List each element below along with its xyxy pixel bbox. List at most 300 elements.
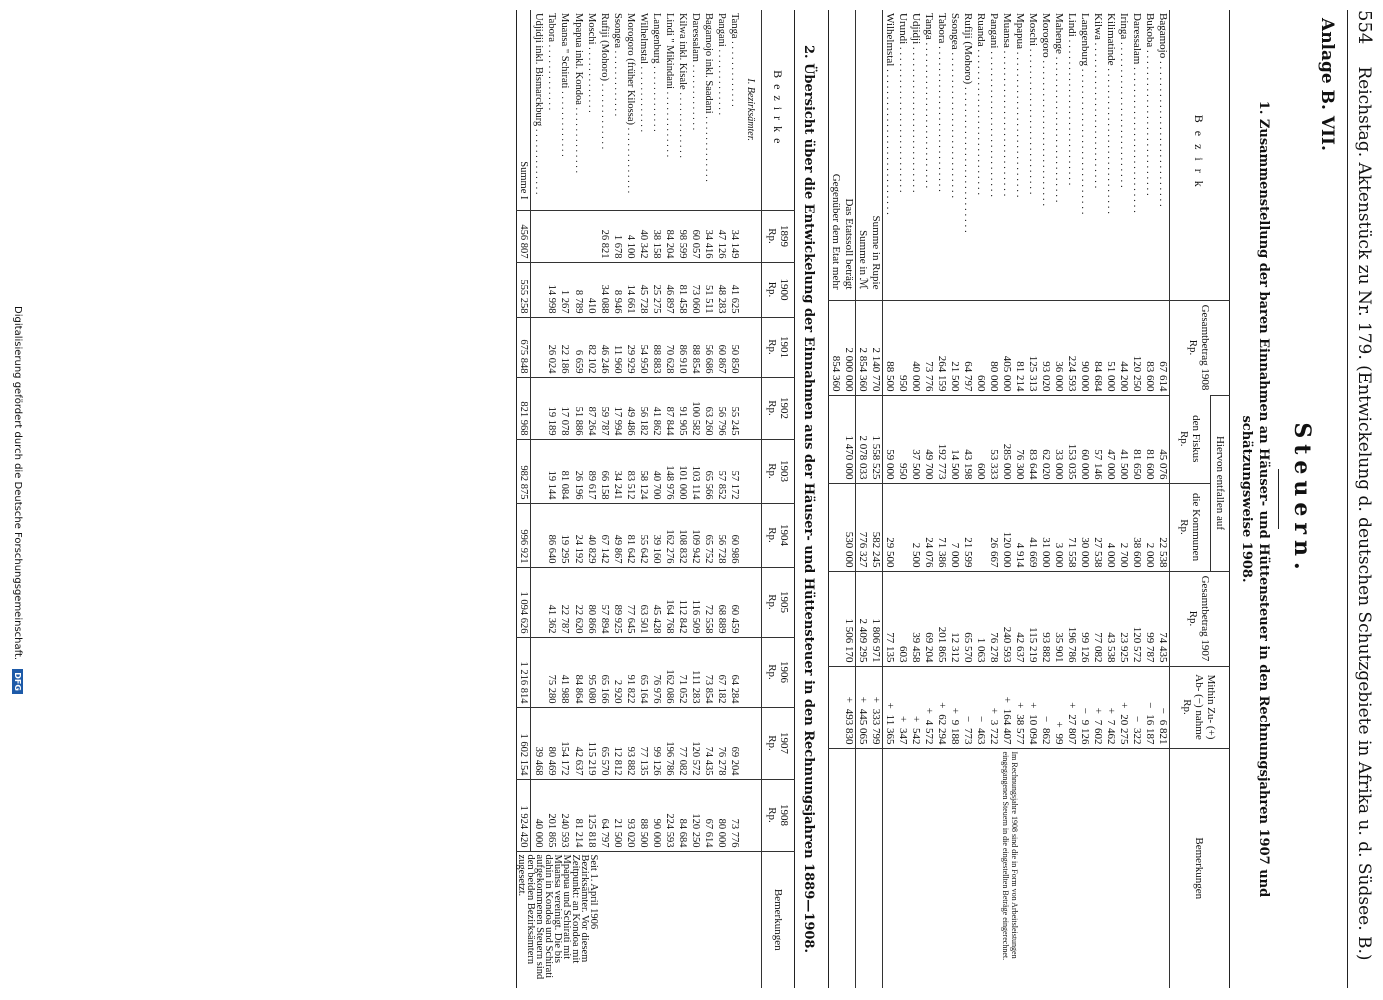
cell-diff: +164 407 — [1000, 666, 1013, 748]
cell-year-1904: 24 192 — [571, 503, 584, 567]
cell-fiskus: 83 644 — [1026, 395, 1039, 483]
diff-sign: + — [1053, 721, 1065, 728]
diff-sign: − — [962, 716, 974, 723]
col-bezirke: Bezirke — [762, 10, 795, 210]
cell-year-1907: 69 204 — [728, 707, 741, 779]
cell-year-1900: 34 088 — [598, 262, 611, 317]
bezirk-name: Pangani . . . . . . . . . . . . . . . . . . . . . . . . . . . — [988, 13, 1000, 197]
cell-total1908: 600 — [974, 300, 987, 395]
source-line: Reichstag. Aktenstück zu Nr. 179. (Entwickelung d. deutschen Schutzgebiete in Afrika u. d. Südsee. B.) — [1354, 66, 1374, 961]
cell-year-1903: 148 976 — [663, 439, 676, 503]
col-year-1903: 1903 Rp. — [762, 439, 795, 503]
bezirk-name: Ruanda . . . . . . . . . . . . . . . . . . . . . . . . . . . — [975, 13, 987, 196]
cell-year-1905: 72 558 — [702, 567, 715, 637]
cell-diff: +333 799 — [869, 666, 883, 748]
bezirk-name: Wilhelmstal . . . . . . . . . . . . . — [638, 13, 649, 133]
cell-fiskus: 60 000 — [1078, 395, 1091, 483]
cell-year-1901: 6 659 — [571, 317, 584, 377]
cell-year-1901: 88 854 — [689, 317, 702, 377]
cell-year-1907: 80 469 — [545, 707, 558, 779]
cell-diff: −862 — [1039, 666, 1052, 748]
cell-year-1908: 1 924 420 — [517, 779, 531, 851]
cell-year-1901: 70 628 — [663, 317, 676, 377]
cell-year-1907: 65 570 — [598, 707, 611, 779]
diff-sign: + — [936, 702, 948, 709]
cell-year-1906: 67 182 — [715, 637, 728, 707]
cell-total1907: 43 538 — [1104, 571, 1117, 666]
cell-total1907: 1 506 170 — [842, 571, 856, 666]
table-row — [611, 10, 624, 988]
cell-year-1899: 1 678 — [611, 210, 624, 262]
diff-sign: + — [843, 696, 855, 703]
bezirk-name: Urundi . . . . . . . . . . . . . . . . . . . . . . . . . . . — [897, 13, 909, 193]
cell-year-1907: 99 126 — [650, 707, 663, 779]
table-row — [558, 10, 571, 988]
cell-year-1904: 39 160 — [650, 503, 663, 567]
cell-year-1906: 65 166 — [598, 637, 611, 707]
cell-year-1899: 40 342 — [637, 210, 650, 262]
bezirk-name: Tanga . . . . . . . . . . . . . — [729, 13, 740, 107]
diff-sign: + — [897, 716, 909, 723]
cell-year-1908: 64 797 — [598, 779, 611, 851]
cell-total1908: 2 854 360 — [856, 300, 870, 395]
cell-year-1908: 81 214 — [571, 779, 584, 851]
cell-year-1901: 29 929 — [624, 317, 637, 377]
col-year-1899: 1899 Rp. — [762, 210, 795, 262]
cell-year-1906: 1 216 814 — [517, 637, 531, 707]
cell-kommunen: 27 538 — [1091, 483, 1104, 571]
bezirk-name: Udjidji . . . . . . . . . . . . . . . . . . . . . . . . . . . — [910, 13, 922, 193]
cell-year-1903: 103 114 — [689, 439, 702, 503]
diff-sign: − — [1131, 716, 1143, 723]
cell-total1907: 42 637 — [1013, 571, 1026, 666]
tax-table-1907-1908 — [828, 10, 1230, 988]
cell-year-1908: 120 250 — [689, 779, 702, 851]
cell-year-1903: 58 124 — [637, 439, 650, 503]
diff-sign: + — [1027, 702, 1039, 709]
cell-fiskus: 45 076 — [1156, 395, 1170, 483]
sum-row-total — [517, 10, 531, 988]
cell-year-1905: 89 925 — [611, 567, 624, 637]
cell-year-1906: 76 976 — [650, 637, 663, 707]
cell-diff: +347 — [896, 666, 909, 748]
cell-year-1903: 57 852 — [715, 439, 728, 503]
cell-year-1907: 93 882 — [624, 707, 637, 779]
cell-year-1902: 17 994 — [611, 377, 624, 439]
remark-1908: Im Rechnungsjahre 1908 sind die in Form von Arbeitsleistungen eingegangenen Steuern in die eingestellten Beträge eingerechnet. — [883, 748, 1170, 988]
cell-year-1905: 68 889 — [715, 567, 728, 637]
cell-year-1904: 67 142 — [598, 503, 611, 567]
cell-kommunen: 71 558 — [1065, 483, 1078, 571]
sum-label: Das Etatssoll beträgt — [842, 10, 856, 300]
col-year-1900: 1900 Rp. — [762, 262, 795, 317]
cell-year-1905: 1 094 626 — [517, 567, 531, 637]
cell-year-1907: 115 219 — [585, 707, 598, 779]
cell-fiskus: 43 198 — [961, 395, 974, 483]
cell-year-1899: 98 599 — [676, 210, 689, 262]
cell-year-1903: 89 617 — [585, 439, 598, 503]
cell-total1907: 99 787 — [1143, 571, 1156, 666]
cell-diff: +62 294 — [935, 666, 948, 748]
bezirk-name: Ssongea . . . . . . . . . . . . . — [612, 13, 623, 117]
bezirk-name: Rufiji (Mohoro) . . . . . . . . . . . . . . . . . . . . . . . . . . . — [962, 13, 974, 233]
cell-year-1904: 65 752 — [702, 503, 715, 567]
cell-year-1905 — [531, 567, 545, 637]
col-gesamt-1907: Gesamtbetrag 1907 Rp. — [1170, 571, 1230, 666]
bezirk-name: Moschi . . . . . . . . . . . . . . . . . . . . . . . . . . . — [1027, 13, 1039, 195]
cell-year-1903: 982 875 — [517, 439, 531, 503]
cell-year-1905: 80 866 — [585, 567, 598, 637]
cell-year-1902: 821 968 — [517, 377, 531, 439]
cell-year-1900 — [531, 262, 545, 317]
cell-kommunen — [896, 483, 909, 571]
cell-year-1900: 410 — [585, 262, 598, 317]
cell-total1907: 74 435 — [1156, 571, 1170, 666]
cell-year-1901: 60 867 — [715, 317, 728, 377]
cell-fiskus: 81 600 — [1143, 395, 1156, 483]
cell-year-1907: 74 435 — [702, 707, 715, 779]
cell-kommunen: 2 700 — [1117, 483, 1130, 571]
cell-fiskus: 41 500 — [1117, 395, 1130, 483]
cell-year-1905: 22 620 — [571, 567, 584, 637]
cell-year-1902: 19 189 — [545, 377, 558, 439]
bezirk-name: Muansa " Schirati . . . . . . . . . . . . . — [559, 13, 571, 157]
cell-fiskus: 47 000 — [1104, 395, 1117, 483]
cell-year-1901: 54 950 — [637, 317, 650, 377]
cell-year-1900: 8 789 — [571, 262, 584, 317]
cell-fiskus: 2 078 033 — [856, 395, 870, 483]
cell-year-1899: 38 158 — [650, 210, 663, 262]
page-title: Steuern. — [1289, 422, 1315, 576]
table2-header — [762, 10, 795, 988]
cell-diff: −463 — [974, 666, 987, 748]
bezirk-name: Bukoba . . . . . . . . . . . . . . . . . . . . . . . . . . . — [1144, 13, 1156, 196]
col-year-1902: 1902 Rp. — [762, 377, 795, 439]
table-row — [637, 10, 650, 988]
cell-total1907: 39 458 — [909, 571, 922, 666]
cell-diff: −773 — [961, 666, 974, 748]
cell-year-1906: 73 854 — [702, 637, 715, 707]
cell-fiskus: 81 650 — [1130, 395, 1143, 483]
cell-year-1899: 84 204 — [663, 210, 676, 262]
cell-year-1902: 91 905 — [676, 377, 689, 439]
cell-year-1904: 108 832 — [676, 503, 689, 567]
cell-year-1908: 93 020 — [624, 779, 637, 851]
cell-fiskus: 192 773 — [935, 395, 948, 483]
title-rule — [1278, 469, 1279, 529]
col-kommunen: die Kommunen Rp. — [1170, 483, 1211, 571]
cell-total1907: 12 312 — [948, 571, 961, 666]
cell-year-1904: 109 942 — [689, 503, 702, 567]
cell-year-1908: 80 000 — [715, 779, 728, 851]
dfg-logo: DFG — [12, 669, 23, 694]
bezirk-name: Moschi . . . . . . . . . . . . . — [585, 13, 597, 113]
bezirk-name: Rufiji (Mohoro) . . . . . . . . . . . . . — [599, 13, 610, 150]
col-year-1905: 1905 Rp. — [762, 567, 795, 637]
cell-year-1903: 40 700 — [650, 439, 663, 503]
bezirk-name: Tabora . . . . . . . . . . . . . . . . . . . . . . . . . . . — [936, 13, 948, 192]
cell-kommunen: 530 000 — [842, 483, 856, 571]
cell-total1908: 80 000 — [987, 300, 1000, 395]
cell-year-1908: 201 865 — [545, 779, 558, 851]
cell-year-1903: 26 196 — [571, 439, 584, 503]
table2-heading: 2. Übersicht über die Entwickelung der Einnahmen aus der Häuser- und Hüttensteuer in den Rechnungsjahren 1889—1908. — [801, 44, 816, 953]
cell-year-1907: 77 135 — [637, 707, 650, 779]
cell-total1908: 405 000 — [1000, 300, 1013, 395]
cell-year-1901: 50 850 — [728, 317, 741, 377]
cell-year-1906: 111 283 — [689, 637, 702, 707]
remark-bezirksaemter: Seit 1. April 1906 Bezirksämter. Vor diesem Zeitpunkt: an Kondoa mit Mpapua und Schirati mit Muansa vereinigt. Die bis dahin in Kondoa und Schirati aufgekommenen Steuern sind den beiden Bezirksämtern zugesetzt. — [517, 851, 599, 988]
diff-sign: − — [1157, 707, 1169, 714]
cell-kommunen — [974, 483, 987, 571]
table-row — [650, 10, 663, 988]
cell-total1907: 93 882 — [1039, 571, 1052, 666]
cell-year-1906: 65 164 — [637, 637, 650, 707]
diff-sign: − — [1040, 716, 1052, 723]
col-zu-abnahme: Mithin Zu- (+) Ab- (−) nahme Rp. — [1170, 666, 1230, 748]
cell-year-1902: 17 078 — [558, 377, 571, 439]
cell-diff: +9 188 — [948, 666, 961, 748]
cell-total1908: 2 140 770 — [869, 300, 883, 395]
cell-year-1900: 25 275 — [650, 262, 663, 317]
cell-total1908: 73 776 — [922, 300, 935, 395]
cell-year-1899: 47 126 — [715, 210, 728, 262]
diff-sign: + — [910, 716, 922, 723]
cell-year-1899 — [585, 210, 598, 262]
cell-year-1903: 57 172 — [728, 439, 741, 503]
cell-year-1903: 19 144 — [545, 439, 558, 503]
footer-credit: Digitalisierung gefördert durch die Deutsche Forschungsgemeinschaft. DFG — [12, 0, 23, 1000]
cell-total1907 — [829, 571, 843, 666]
cell-year-1908: 67 614 — [702, 779, 715, 851]
cell-year-1908: 224 593 — [663, 779, 676, 851]
table1-body — [829, 10, 1170, 988]
cell-year-1904: 60 986 — [728, 503, 741, 567]
cell-kommunen: 21 599 — [961, 483, 974, 571]
cell-total1907: 240 593 — [1000, 571, 1013, 666]
bezirk-name: Lindi " Mikindani . . . . . . . . . . . . . — [664, 13, 675, 158]
cell-year-1903: 66 158 — [598, 439, 611, 503]
diff-sign: + — [1092, 707, 1104, 714]
cell-total1908: 264 159 — [935, 300, 948, 395]
cell-total1908: 88 500 — [883, 300, 897, 395]
cell-year-1899: 34 149 — [728, 210, 741, 262]
cell-fiskus: 950 — [896, 395, 909, 483]
bezirk-name: Langenburg . . . . . . . . . . . . . — [651, 13, 662, 132]
cell-year-1902: 41 862 — [650, 377, 663, 439]
cell-fiskus: 600 — [974, 395, 987, 483]
col-davon: Hiervon entfallen auf — [1211, 395, 1230, 571]
cell-year-1907: 120 572 — [689, 707, 702, 779]
bezirk-name: Langenburg . . . . . . . . . . . . . . . . . . . . . . . . . . . — [1079, 13, 1091, 215]
cell-year-1900: 51 511 — [702, 262, 715, 317]
cell-year-1902: 100 582 — [689, 377, 702, 439]
col-bezirk: Bezirk — [1170, 10, 1230, 300]
cell-year-1905: 41 362 — [545, 567, 558, 637]
cell-kommunen: 4 914 — [1013, 483, 1026, 571]
cell-year-1906: 64 284 — [728, 637, 741, 707]
cell-kommunen: 2 000 — [1143, 483, 1156, 571]
cell-year-1905: 112 842 — [676, 567, 689, 637]
cell-year-1901: 675 848 — [517, 317, 531, 377]
cell-fiskus: 59 000 — [883, 395, 897, 483]
cell-year-1905: 22 787 — [558, 567, 571, 637]
table-row — [585, 10, 598, 988]
cell-total1908: 120 250 — [1130, 300, 1143, 395]
cell-diff: −16 187 — [1143, 666, 1156, 748]
bezirk-name: Bagamojo inkl. Saadani . . . . . . . . . . . . . — [703, 13, 714, 182]
cell-fiskus: 33 000 — [1052, 395, 1065, 483]
cell-year-1902: 49 486 — [624, 377, 637, 439]
cell-year-1908: 240 593 — [558, 779, 571, 851]
cell-diff: +10 094 — [1026, 666, 1039, 748]
cell-year-1907: 196 786 — [663, 707, 676, 779]
cell-fiskus: 285 000 — [1000, 395, 1013, 483]
col-gesamt-1908: Gesamtbetrag 1908 Rp. — [1170, 300, 1230, 395]
cell-year-1907: 42 637 — [571, 707, 584, 779]
cell-year-1905: 63 501 — [637, 567, 650, 637]
cell-year-1902: 55 245 — [728, 377, 741, 439]
col-year-1904: 1904 Rp. — [762, 503, 795, 567]
cell-total1908: 90 000 — [1078, 300, 1091, 395]
cell-year-1901: 22 186 — [558, 317, 571, 377]
col-year-1908: 1908 Rp. — [762, 779, 795, 851]
cell-year-1900: 46 897 — [663, 262, 676, 317]
table-row — [624, 10, 637, 988]
cell-year-1904: 19 295 — [558, 503, 571, 567]
cell-year-1904: 81 642 — [624, 503, 637, 567]
cell-year-1902: 56 182 — [637, 377, 650, 439]
table-row — [663, 10, 676, 988]
sum-row-mehr — [829, 10, 843, 988]
cell-total1908: 40 000 — [909, 300, 922, 395]
cell-fiskus: 153 035 — [1065, 395, 1078, 483]
cell-total1908: 84 684 — [1091, 300, 1104, 395]
cell-total1908: 93 020 — [1039, 300, 1052, 395]
table-row — [715, 10, 728, 988]
cell-total1908: 67 614 — [1156, 300, 1170, 395]
cell-fiskus: 1 470 000 — [842, 395, 856, 483]
diff-sign: + — [949, 707, 961, 714]
bezirk-name: Wilhelmstal . . . . . . . . . . . . . . . . . . . . . . . . . . . — [884, 13, 896, 215]
sum-row-sum_mark — [856, 10, 870, 988]
col-year-1906: 1906 Rp. — [762, 637, 795, 707]
col-year-1907: 1907 Rp. — [762, 707, 795, 779]
cell-diff: +493 830 — [842, 666, 856, 748]
cell-total1908: 224 593 — [1065, 300, 1078, 395]
cell-total1907: 2 409 295 — [856, 571, 870, 666]
cell-year-1902: 51 886 — [571, 377, 584, 439]
diff-sign: + — [1001, 696, 1013, 703]
diff-sign: + — [857, 696, 869, 703]
cell-total1908: 81 214 — [1013, 300, 1026, 395]
cell-kommunen: 29 500 — [883, 483, 897, 571]
cell-total1907: 115 219 — [1026, 571, 1039, 666]
cell-total1908: 64 797 — [961, 300, 974, 395]
cell-kommunen: 7 000 — [948, 483, 961, 571]
table-row — [1156, 10, 1170, 988]
cell-year-1901: 46 246 — [598, 317, 611, 377]
cell-total1908: 36 000 — [1052, 300, 1065, 395]
page-number: 554 — [1354, 10, 1375, 45]
cell-year-1904: 56 728 — [715, 503, 728, 567]
cell-year-1905: 116 509 — [689, 567, 702, 637]
col-bemerkungen: Bemerkungen — [1170, 748, 1230, 988]
page-header — [1347, 10, 1375, 988]
cell-year-1908: 90 000 — [650, 779, 663, 851]
bezirk-name: Tanga . . . . . . . . . . . . . . . . . . . . . . . . . . . — [923, 13, 935, 189]
cell-total1907: 201 865 — [935, 571, 948, 666]
cell-year-1900: 1 267 — [558, 262, 571, 317]
cell-diff: +4 572 — [922, 666, 935, 748]
cell-total1908: 125 313 — [1026, 300, 1039, 395]
bezirk-name: Daressalam . . . . . . . . . . . . . — [690, 13, 701, 131]
table-row — [571, 10, 584, 988]
cell-total1908: 44 200 — [1117, 300, 1130, 395]
diff-sign: − — [1144, 702, 1156, 709]
cell-total1907: 196 786 — [1065, 571, 1078, 666]
cell-year-1901: 82 102 — [585, 317, 598, 377]
cell-year-1907: 1 602 154 — [517, 707, 531, 779]
table-row — [702, 10, 715, 988]
sum-label: Gegenüber dem Etat mehr — [830, 173, 842, 290]
cell-kommunen: 3 000 — [1052, 483, 1065, 571]
cell-diff: +7 602 — [1091, 666, 1104, 748]
diff-sign: + — [884, 702, 896, 709]
cell-year-1904: 86 640 — [545, 503, 558, 567]
cell-year-1907: 12 812 — [611, 707, 624, 779]
cell-year-1907: 76 278 — [715, 707, 728, 779]
diff-sign: + — [1105, 707, 1117, 714]
cell-kommunen: 22 538 — [1156, 483, 1170, 571]
cell-year-1899: 34 416 — [702, 210, 715, 262]
cell-total1908: 21 500 — [948, 300, 961, 395]
cell-year-1899 — [545, 210, 558, 262]
cell-year-1901: 56 686 — [702, 317, 715, 377]
cell-fiskus: 53 333 — [987, 395, 1000, 483]
cell-year-1904: 40 829 — [585, 503, 598, 567]
cell-kommunen: 2 500 — [909, 483, 922, 571]
cell-year-1905: 57 894 — [598, 567, 611, 637]
cell-fiskus: 14 500 — [948, 395, 961, 483]
cell-diff: +11 365 — [883, 666, 897, 748]
col-fiskus: den Fiskus Rp. — [1170, 395, 1211, 483]
cell-kommunen: 31 000 — [1039, 483, 1052, 571]
cell-year-1908: 40 000 — [531, 779, 545, 851]
cell-kommunen: 120 000 — [1000, 483, 1013, 571]
cell-fiskus — [829, 395, 843, 483]
cell-diff: +3 722 — [987, 666, 1000, 748]
bezirk-name: Bagamojo . . . . . . . . . . . . . . . . . . . . . . . . . . . — [1157, 13, 1169, 207]
bezirk-name: Lindi . . . . . . . . . . . . . . . . . . . . . . . . . . . — [1066, 13, 1078, 186]
cell-year-1906: 71 052 — [676, 637, 689, 707]
cell-diff: +38 577 — [1013, 666, 1026, 748]
table-row — [728, 10, 741, 988]
sum-label: Summe in ℳ — [857, 230, 869, 290]
cell-year-1899 — [531, 210, 545, 262]
diff-sign: + — [988, 707, 1000, 714]
cell-year-1901: 11 960 — [611, 317, 624, 377]
cell-total1907: 69 204 — [922, 571, 935, 666]
cell-total1908: 2 000 000 — [842, 300, 856, 395]
cell-year-1903: 65 566 — [702, 439, 715, 503]
cell-year-1899: 456 807 — [517, 210, 531, 262]
cell-year-1908: 21 500 — [611, 779, 624, 851]
cell-diff — [829, 666, 843, 748]
cell-total1907: 603 — [896, 571, 909, 666]
cell-year-1900: 45 728 — [637, 262, 650, 317]
cell-year-1902: 59 787 — [598, 377, 611, 439]
